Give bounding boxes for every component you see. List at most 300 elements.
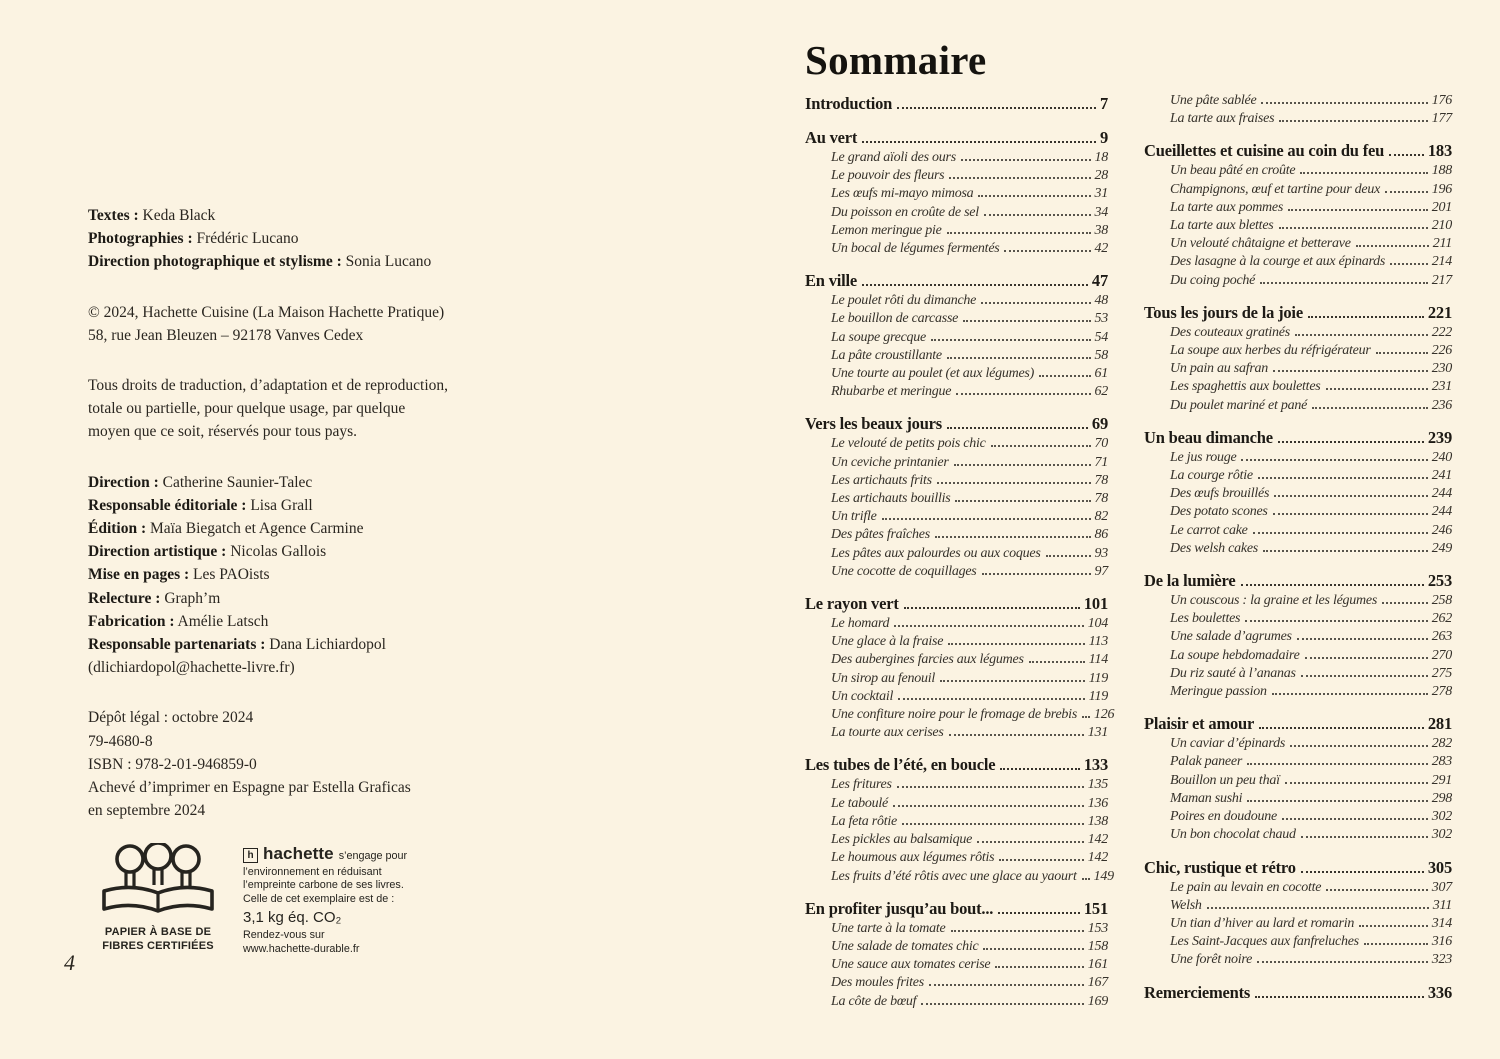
colophon-line: Édition : Maïa Biegatch et Agence Carmine [88,520,364,538]
dot-leader [991,445,1091,447]
entry-title: Les Saint-Jacques aux fanfreluches [1170,934,1359,950]
toc-entry [805,706,1115,724]
dot-leader [862,284,1088,286]
colophon-line: Fabrication : Amélie Latsch [88,612,269,630]
colophon-field-label: Direction artistique : [88,543,227,561]
toc-entry [805,651,1108,669]
toc-entry [805,993,1108,1011]
dot-leader [1004,250,1090,252]
entry-page-number: 201 [1431,199,1452,215]
toc-entry [805,615,1108,633]
entry-page-number: 258 [1431,593,1452,609]
colophon-field-label: Édition : [88,520,147,538]
entry-page-number: 244 [1431,486,1452,502]
dot-leader [955,500,1090,502]
colophon-line: Tous droits de traduction, d’adaptation et de reproduction, [88,377,449,395]
colophon-line: © 2024, Hachette Cuisine (La Maison Hachette Pratique) [88,303,445,321]
toc-entry [805,563,1108,581]
section-page-number: 151 [1083,898,1108,918]
entry-page-number: 169 [1087,993,1108,1009]
toc-section [805,92,1108,115]
toc-entry [1144,647,1452,665]
colophon-field-label: Relecture : [88,589,161,607]
dot-leader [1279,120,1427,122]
dot-leader [1376,352,1428,354]
toc-column-1 [805,92,1115,1011]
dot-leader [1247,763,1428,765]
section-page-number: 281 [1427,714,1452,734]
entry-title: Des pâtes fraîches [831,527,930,543]
hachette-brand: hachette [263,844,334,863]
toc-section-heading [805,753,1108,776]
toc-entry [1144,485,1452,503]
entry-page-number: 136 [1087,795,1108,811]
dot-leader [1390,263,1428,265]
dot-leader [1241,459,1427,461]
dot-leader [951,930,1084,932]
entry-page-number: 263 [1431,629,1452,645]
dot-leader [940,680,1085,682]
toc-section [805,269,1108,401]
colophon-field-label: Direction : [88,473,159,491]
entry-title: Les pâtes aux palourdes ou aux coques [831,545,1041,561]
dot-leader [1364,943,1428,945]
dot-leader [961,159,1091,161]
dot-leader [1272,693,1428,695]
toc-entry [805,454,1108,472]
entry-title: Un beau pâté en croûte [1170,163,1296,179]
toc-section [805,126,1108,258]
entry-page-number: 262 [1431,611,1452,627]
dot-leader [1274,495,1428,497]
entry-title: Du poulet mariné et pané [1170,397,1308,413]
colophon-field-label: Fabrication : [88,612,175,630]
toc-section [805,897,1108,1011]
dot-leader [1263,550,1428,552]
eco-footer-line: Rendez-vous sur [243,929,325,942]
entry-title: Meringue passion [1170,684,1267,700]
toc-entry [1144,951,1452,969]
dot-leader [1241,584,1424,586]
entry-page-number: 246 [1431,522,1452,538]
dot-leader [1253,532,1428,534]
entry-page-number: 62 [1094,384,1108,400]
dot-leader [1279,227,1428,229]
colophon-field-label: Responsable partenariats : [88,636,266,654]
entry-page-number: 114 [1088,652,1108,668]
dot-leader [902,823,1084,825]
entry-page-number: 211 [1432,236,1452,252]
dot-leader [947,427,1088,429]
toc-section-heading [805,92,1108,115]
toc-section-heading [805,412,1108,435]
eco-line: l’empreinte carbone de ses livres. [243,879,404,892]
entry-title: Rhubarbe et meringue [831,384,952,400]
trees-book-icon [92,843,224,917]
toc-section [1144,856,1452,970]
entry-page-number: 42 [1094,241,1108,257]
entry-title: Le jus rouge [1170,449,1237,465]
section-title: Vers les beaux jours [805,414,943,434]
toc-entry [805,956,1108,974]
section-page-number: 221 [1427,302,1452,322]
dot-leader [1260,282,1428,284]
entry-page-number: 48 [1094,293,1108,309]
toc-section-heading [1144,426,1452,449]
toc-entry [1144,592,1452,610]
toc-entry [805,472,1108,490]
entry-title: Les pickles au balsamique [831,832,973,848]
dot-leader [904,607,1080,609]
colophon-line: totale ou partielle, pour quelque usage, par quelque [88,400,406,418]
co2-value: 3,1 kg éq. CO₂ [243,909,342,927]
entry-page-number: 217 [1431,272,1452,288]
toc-entry [1144,897,1452,915]
section-title: Cueillettes et cuisine au coin du feu [1144,141,1385,161]
section-page-number: 336 [1427,982,1452,1002]
dot-leader [995,966,1083,968]
entry-title: Poires en doudoune [1170,809,1277,825]
paper-label-line2: FIBRES CERTIFIÉES [102,940,214,952]
section-page-number: 7 [1099,94,1108,113]
dot-leader [1039,375,1090,377]
dot-leader [897,786,1084,788]
entry-title: La soupe grecque [831,329,927,345]
entry-title: Des couteaux gratinés [1170,324,1290,340]
dot-leader [1245,620,1428,622]
entry-title: Les fritures [831,777,892,793]
toc-entry [1144,628,1452,646]
entry-title: Une sauce aux tomates cerise [831,957,991,973]
page-title: Sommaire [805,37,987,83]
dot-leader [1082,878,1090,880]
dot-leader [1273,513,1428,515]
entry-page-number: 316 [1431,934,1452,950]
entry-page-number: 307 [1431,879,1452,895]
dot-leader [1046,555,1091,557]
colophon-block [88,706,528,822]
entry-page-number: 270 [1431,647,1452,663]
entry-title: Champignons, œuf et tartine pour deux [1170,181,1381,197]
toc-entry [1144,915,1452,933]
colophon-line: (dlichiardopol@hachette-livre.fr) [88,659,295,677]
entry-title: Le houmous aux légumes rôtis [831,850,995,866]
dot-leader [1326,388,1428,390]
colophon-line: Relecture : Graph’m [88,589,221,607]
toc-entry [805,849,1108,867]
toc-entry [805,292,1108,310]
section-page-number: 305 [1427,857,1452,877]
toc-entry [1144,826,1452,844]
toc-entry [1144,879,1452,897]
toc-entry [1144,360,1452,378]
colophon-line: moyen que ce soit, réservés pour tous pays. [88,423,358,441]
toc-entry [1144,199,1452,217]
entry-page-number: 149 [1093,868,1114,884]
entry-page-number: 167 [1087,975,1108,991]
entry-title: Bouillon un peu thaï [1170,772,1280,788]
colophon-line: Achevé d’imprimer en Espagne par Estella Graficas [88,779,411,797]
entry-title: Un caviar d’épinards [1170,736,1286,752]
colophon-line: Photographies : Frédéric Lucano [88,230,299,248]
dot-leader [1258,477,1428,479]
entry-title: Des moules frites [831,975,924,991]
colophon-block [88,471,528,680]
entry-title: Les œufs mi-mayo mimosa [831,186,974,202]
entry-page-number: 138 [1087,813,1108,829]
entry-page-number: 135 [1087,777,1108,793]
toc-entry [805,149,1108,167]
toc-entry [805,831,1108,849]
dot-leader [1382,602,1428,604]
entry-page-number: 38 [1094,222,1108,238]
dot-leader [977,841,1084,843]
toc-entry [1144,217,1452,235]
entry-page-number: 131 [1087,725,1108,741]
dot-leader [947,232,1091,234]
dot-leader [1290,745,1428,747]
entry-page-number: 31 [1094,186,1108,202]
toc-entry [1144,272,1452,290]
dot-leader [954,464,1091,466]
section-page-number: 47 [1091,271,1108,291]
entry-title: Un cocktail [831,688,894,704]
entry-page-number: 231 [1431,379,1452,395]
entry-title: Du riz sauté à l’ananas [1170,665,1296,681]
dot-leader [1356,245,1429,247]
entry-title: La soupe aux herbes du réfrigérateur [1170,343,1371,359]
eco-certification-block [88,843,407,957]
entry-title: Une salade de tomates chic [831,938,979,954]
toc-entry [805,868,1114,886]
colophon-line: Responsable éditoriale : Lisa Grall [88,496,313,514]
toc-entry [1144,503,1452,521]
entry-title: Le velouté de petits pois chic [831,436,986,452]
entry-page-number: 222 [1431,324,1452,340]
section-title: Introduction [805,94,893,113]
toc-section [1144,301,1452,415]
dot-leader [963,320,1090,322]
toc-entry [805,329,1108,347]
entry-title: Welsh [1170,897,1202,913]
eco-line: Celle de cet exemplaire est de : [243,892,395,905]
toc-entry [1144,610,1452,628]
entry-page-number: 158 [1087,938,1108,954]
colophon-field-label: Mise en pages : [88,566,190,584]
dot-leader [1389,154,1424,156]
toc-section [805,412,1108,581]
toc-section-heading [805,126,1108,149]
entry-title: Une tourte au poulet (et aux légumes) [831,366,1035,382]
dot-leader [1273,370,1428,372]
entry-page-number: 283 [1431,754,1452,770]
entry-title: Un couscous : la graine et les légumes [1170,593,1378,609]
toc-entry [1144,397,1452,415]
entry-page-number: 241 [1431,468,1452,484]
toc-section-heading [1144,569,1452,592]
entry-page-number: 78 [1094,472,1108,488]
section-title: De la lumière [1144,571,1236,591]
entry-title: La tarte aux pommes [1170,199,1284,215]
entry-page-number: 226 [1431,343,1452,359]
toc-entry [1144,449,1452,467]
entry-title: Le pain au levain en cocotte [1170,879,1322,895]
colophon-line: Direction artistique : Nicolas Gallois [88,543,327,561]
dot-leader [947,357,1091,359]
dot-leader [998,912,1080,914]
dot-leader [1301,836,1428,838]
dot-leader [1301,675,1428,677]
entry-page-number: 70 [1094,436,1108,452]
section-title: En ville [805,271,858,291]
dot-leader [999,859,1083,861]
toc-entry [1144,110,1452,128]
entry-page-number: 236 [1431,397,1452,413]
certified-paper-badge [88,843,228,957]
entry-page-number: 142 [1087,850,1108,866]
entry-page-number: 126 [1094,707,1115,723]
toc-entry [805,222,1108,240]
entry-title: Les boulettes [1170,611,1241,627]
entry-page-number: 291 [1431,772,1452,788]
toc-section-heading [1144,856,1452,879]
entry-title: La tarte aux fraises [1170,111,1275,127]
sommaire-page [750,0,1500,1059]
entry-page-number: 61 [1094,366,1108,382]
entry-title: Le grand aïoli des ours [831,150,956,165]
toc-entry [805,508,1108,526]
toc-section [805,592,1115,742]
toc-entry [1144,162,1452,180]
section-title: Remerciements [1144,982,1251,1002]
entry-title: Une tarte à la tomate [831,920,946,936]
colophon-field-label: Textes : [88,207,139,224]
dot-leader [897,107,1096,109]
dot-leader [898,698,1085,700]
dot-leader [1301,871,1424,873]
hachette-tagline: s’engage pour [338,850,408,862]
entry-title: Le carrot cake [1170,522,1248,538]
toc-entry [1144,235,1452,253]
entry-page-number: 302 [1431,809,1452,825]
toc-section-heading [805,592,1108,615]
toc-entry [805,938,1108,956]
entry-title: Les spaghettis aux boulettes [1170,379,1321,395]
toc-entry [1144,933,1452,951]
toc-section-heading [1144,981,1452,1004]
section-page-number: 253 [1427,571,1452,591]
dot-leader [1257,961,1428,963]
entry-page-number: 177 [1431,111,1452,127]
eco-line: l’environnement en réduisant [243,865,382,878]
toc-entry [805,185,1108,203]
entry-page-number: 278 [1431,684,1452,700]
dot-leader [1259,727,1424,729]
entry-page-number: 119 [1088,688,1108,704]
dot-leader [893,805,1084,807]
hachette-eco-text [243,843,407,957]
toc-entry [805,490,1108,508]
toc-entry [1144,753,1452,771]
entry-page-number: 86 [1094,527,1108,543]
dot-leader [1295,334,1428,336]
entry-title: Un ceviche printanier [831,454,949,470]
dot-leader [1359,925,1428,927]
entry-title: Un trifle [831,509,877,525]
toc-entry [805,383,1108,401]
dot-leader [921,1003,1083,1005]
toc-entry [805,204,1108,222]
colophon-line: Direction photographique et stylisme : Sonia Lucano [88,253,432,271]
dot-leader [929,984,1084,986]
toc-entry [805,435,1108,453]
entry-title: Le taboulé [831,795,888,811]
section-title: Au vert [805,128,858,147]
dot-leader [1282,818,1428,820]
dot-leader [1000,768,1079,770]
toc-entry [1144,735,1452,753]
toc-entry [1144,253,1452,271]
entry-page-number: 176 [1431,93,1452,108]
colophon-field-label: Direction photographique et stylisme : [88,253,342,271]
toc-entry [1144,92,1452,110]
toc-section-heading [805,897,1108,920]
dot-leader [978,195,1090,197]
entry-title: Le homard [831,616,890,632]
toc-entry [805,920,1108,938]
colophon-block [88,301,528,347]
toc-section-heading [805,269,1108,292]
entry-title: La soupe hebdomadaire [1170,647,1300,663]
entry-title: La tarte aux blettes [1170,218,1274,234]
dot-leader [1255,996,1424,998]
entry-title: Des lasagne à la courge et aux épinards [1170,254,1386,270]
entry-page-number: 302 [1431,827,1452,843]
colophon-block [88,374,528,444]
entry-title: Les artichauts frits [831,472,932,488]
entry-title: Des aubergines farcies aux légumes [831,652,1024,668]
toc-entry [1144,540,1452,558]
entry-title: Une pâte sablée [1170,93,1257,108]
dot-leader [894,625,1083,627]
dot-leader [956,393,1090,395]
toc-entry [1144,324,1452,342]
entry-title: Le poulet rôti du dimanche [831,293,977,309]
toc-section [1144,92,1452,128]
section-page-number: 239 [1427,427,1452,447]
toc-entry [1144,683,1452,701]
colophon-text [88,204,528,849]
toc-entry [805,347,1108,365]
entry-title: Du poisson en croûte de sel [831,204,979,220]
entry-page-number: 282 [1431,736,1452,752]
entry-page-number: 323 [1431,952,1452,968]
entry-title: La feta rôtie [831,813,897,829]
entry-title: Le pouvoir des fleurs [831,168,945,184]
section-title: Les tubes de l’été, en boucle [805,755,996,775]
entry-title: Maman sushi [1170,790,1243,806]
dot-leader [1082,716,1090,718]
colophon-field-label: Responsable éditoriale : [88,496,247,514]
entry-page-number: 113 [1088,634,1108,650]
dot-leader [1300,172,1427,174]
dot-leader [982,573,1091,575]
entry-title: Un sirop au fenouil [831,670,936,686]
toc-entry [805,365,1108,383]
dot-leader [935,536,1091,538]
toc-entry [1144,378,1452,396]
colophon-line: 79-4680-8 [88,732,153,750]
